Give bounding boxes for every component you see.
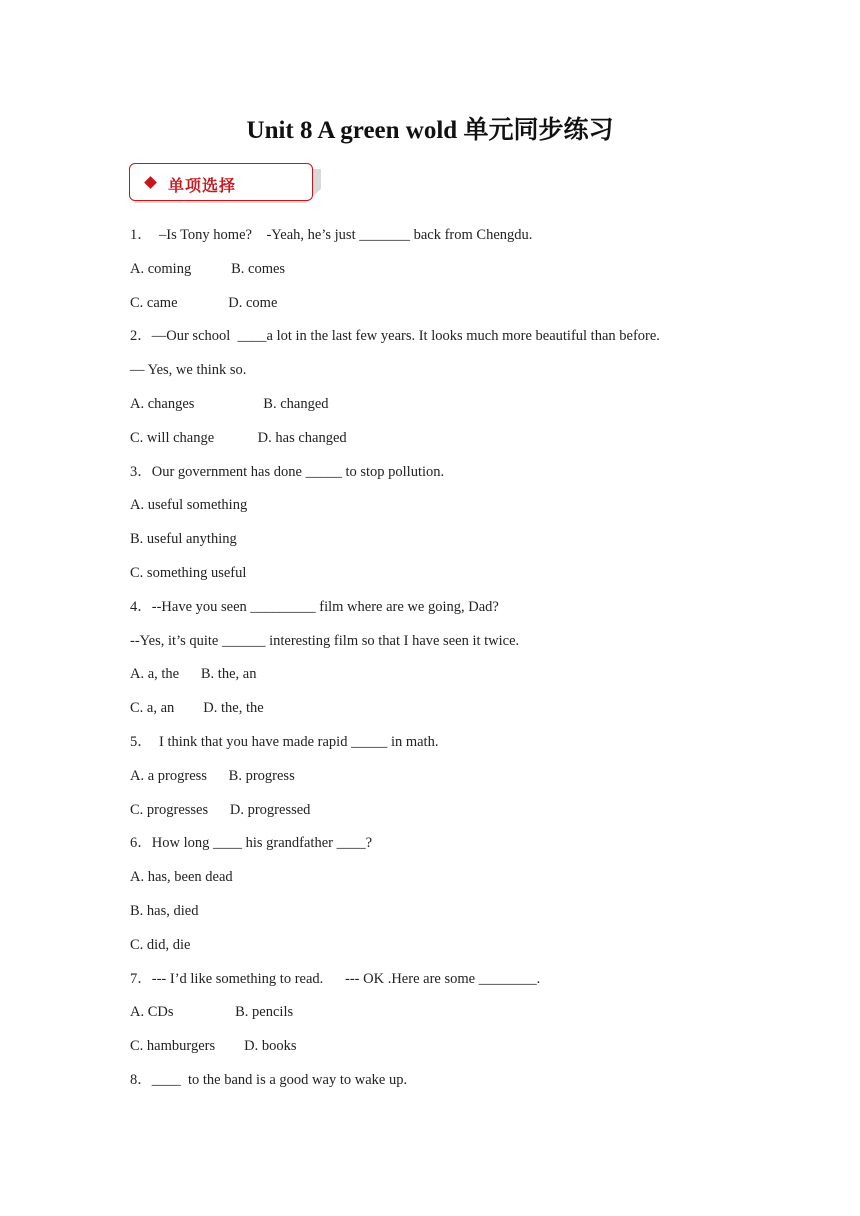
question-6-option-b: B. has, died <box>130 903 199 919</box>
diamond-icon <box>144 176 157 189</box>
section-header-box <box>129 163 313 201</box>
question-3: 3．Our government has done _____ to stop pollution. <box>130 464 445 480</box>
page-title: Unit 8 A green wold 单元同步练习 <box>246 117 614 144</box>
question-3-option-c: C. something useful <box>130 565 247 581</box>
question-2-options-ab: A. changes B. changed <box>130 396 329 412</box>
question-6: 6．How long ____ his grandfather ____? <box>130 835 373 851</box>
question-4-options-cd: C. a, an D. the, the <box>130 700 264 716</box>
question-4-reply: --Yes, it’s quite ______ interesting film so that I have seen it twice. <box>130 633 520 649</box>
question-2: 2．—Our school ____a lot in the last few years. It looks much more beautiful than before. <box>130 328 660 344</box>
question-7: 7．--- I’d like something to read. --- OK .Here are some ________. <box>130 971 541 987</box>
question-1-options-ab: A. coming B. comes <box>130 261 286 277</box>
question-1-options-cd: C. came D. come <box>130 295 278 311</box>
question-3-option-a: A. useful something <box>130 497 248 513</box>
question-7-options-cd: C. hamburgers D. books <box>130 1038 297 1054</box>
section-header <box>129 163 329 205</box>
question-7-options-ab: A. CDs B. pencils <box>130 1004 294 1020</box>
question-8: 8．____ to the band is a good way to wake up. <box>130 1072 408 1088</box>
question-2-reply: — Yes, we think so. <box>130 362 247 378</box>
question-5: 5． I think that you have made rapid _____ in math. <box>130 734 439 750</box>
question-5-options-ab: A. a progress B. progress <box>130 768 295 784</box>
question-3-option-b: B. useful anything <box>130 531 237 547</box>
question-1: 1． –Is Tony home? -Yeah, he’s just _______ back from Chengdu. <box>130 227 533 243</box>
question-6-option-c: C. did, die <box>130 937 191 953</box>
question-2-options-cd: C. will change D. has changed <box>130 430 347 446</box>
question-4: 4．--Have you seen _________ film where are we going, Dad? <box>130 599 499 615</box>
section-label: 单项选择 <box>168 176 237 195</box>
question-5-options-cd: C. progresses D. progressed <box>130 802 311 818</box>
question-4-options-ab: A. a, the B. the, an <box>130 666 257 682</box>
question-6-option-a: A. has, been dead <box>130 869 233 885</box>
